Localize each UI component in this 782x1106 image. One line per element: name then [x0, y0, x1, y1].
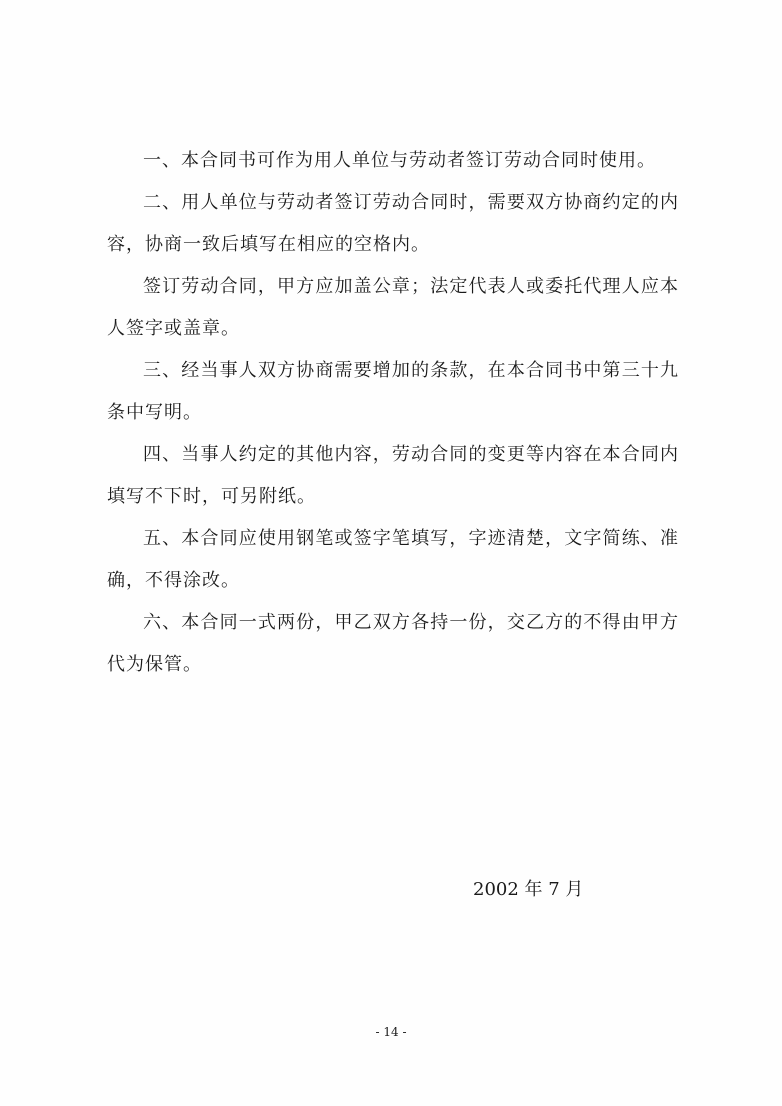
paragraph-3: 签订劳动合同，甲方应加盖公章；法定代表人或委托代理人应本人签字或盖章。: [107, 276, 679, 339]
page-number: - 14 -: [375, 1025, 407, 1039]
instructions-body: [107, 140, 679, 686]
paragraph-5: 四、当事人约定的其他内容，劳动合同的变更等内容在本合同内填写不下时，可另附纸。: [107, 444, 679, 507]
document-date: 2002 年 7 月: [473, 879, 584, 900]
paragraph-4: 三、经当事人双方协商需要增加的条款，在本合同书中第三十九条中写明。: [107, 360, 679, 423]
paragraph-2: 二、用人单位与劳动者签订劳动合同时，需要双方协商约定的内容，协商一致后填写在相应的空格内。: [107, 192, 679, 255]
paragraph-6: 五、本合同应使用钢笔或签字笔填写，字迹清楚，文字简练、准确，不得涂改。: [107, 528, 679, 591]
paragraph-7: 六、本合同一式两份，甲乙双方各持一份，交乙方的不得由甲方代为保管。: [107, 612, 679, 675]
paragraph-1: 一、本合同书可作为用人单位与劳动者签订劳动合同时使用。: [143, 150, 656, 171]
